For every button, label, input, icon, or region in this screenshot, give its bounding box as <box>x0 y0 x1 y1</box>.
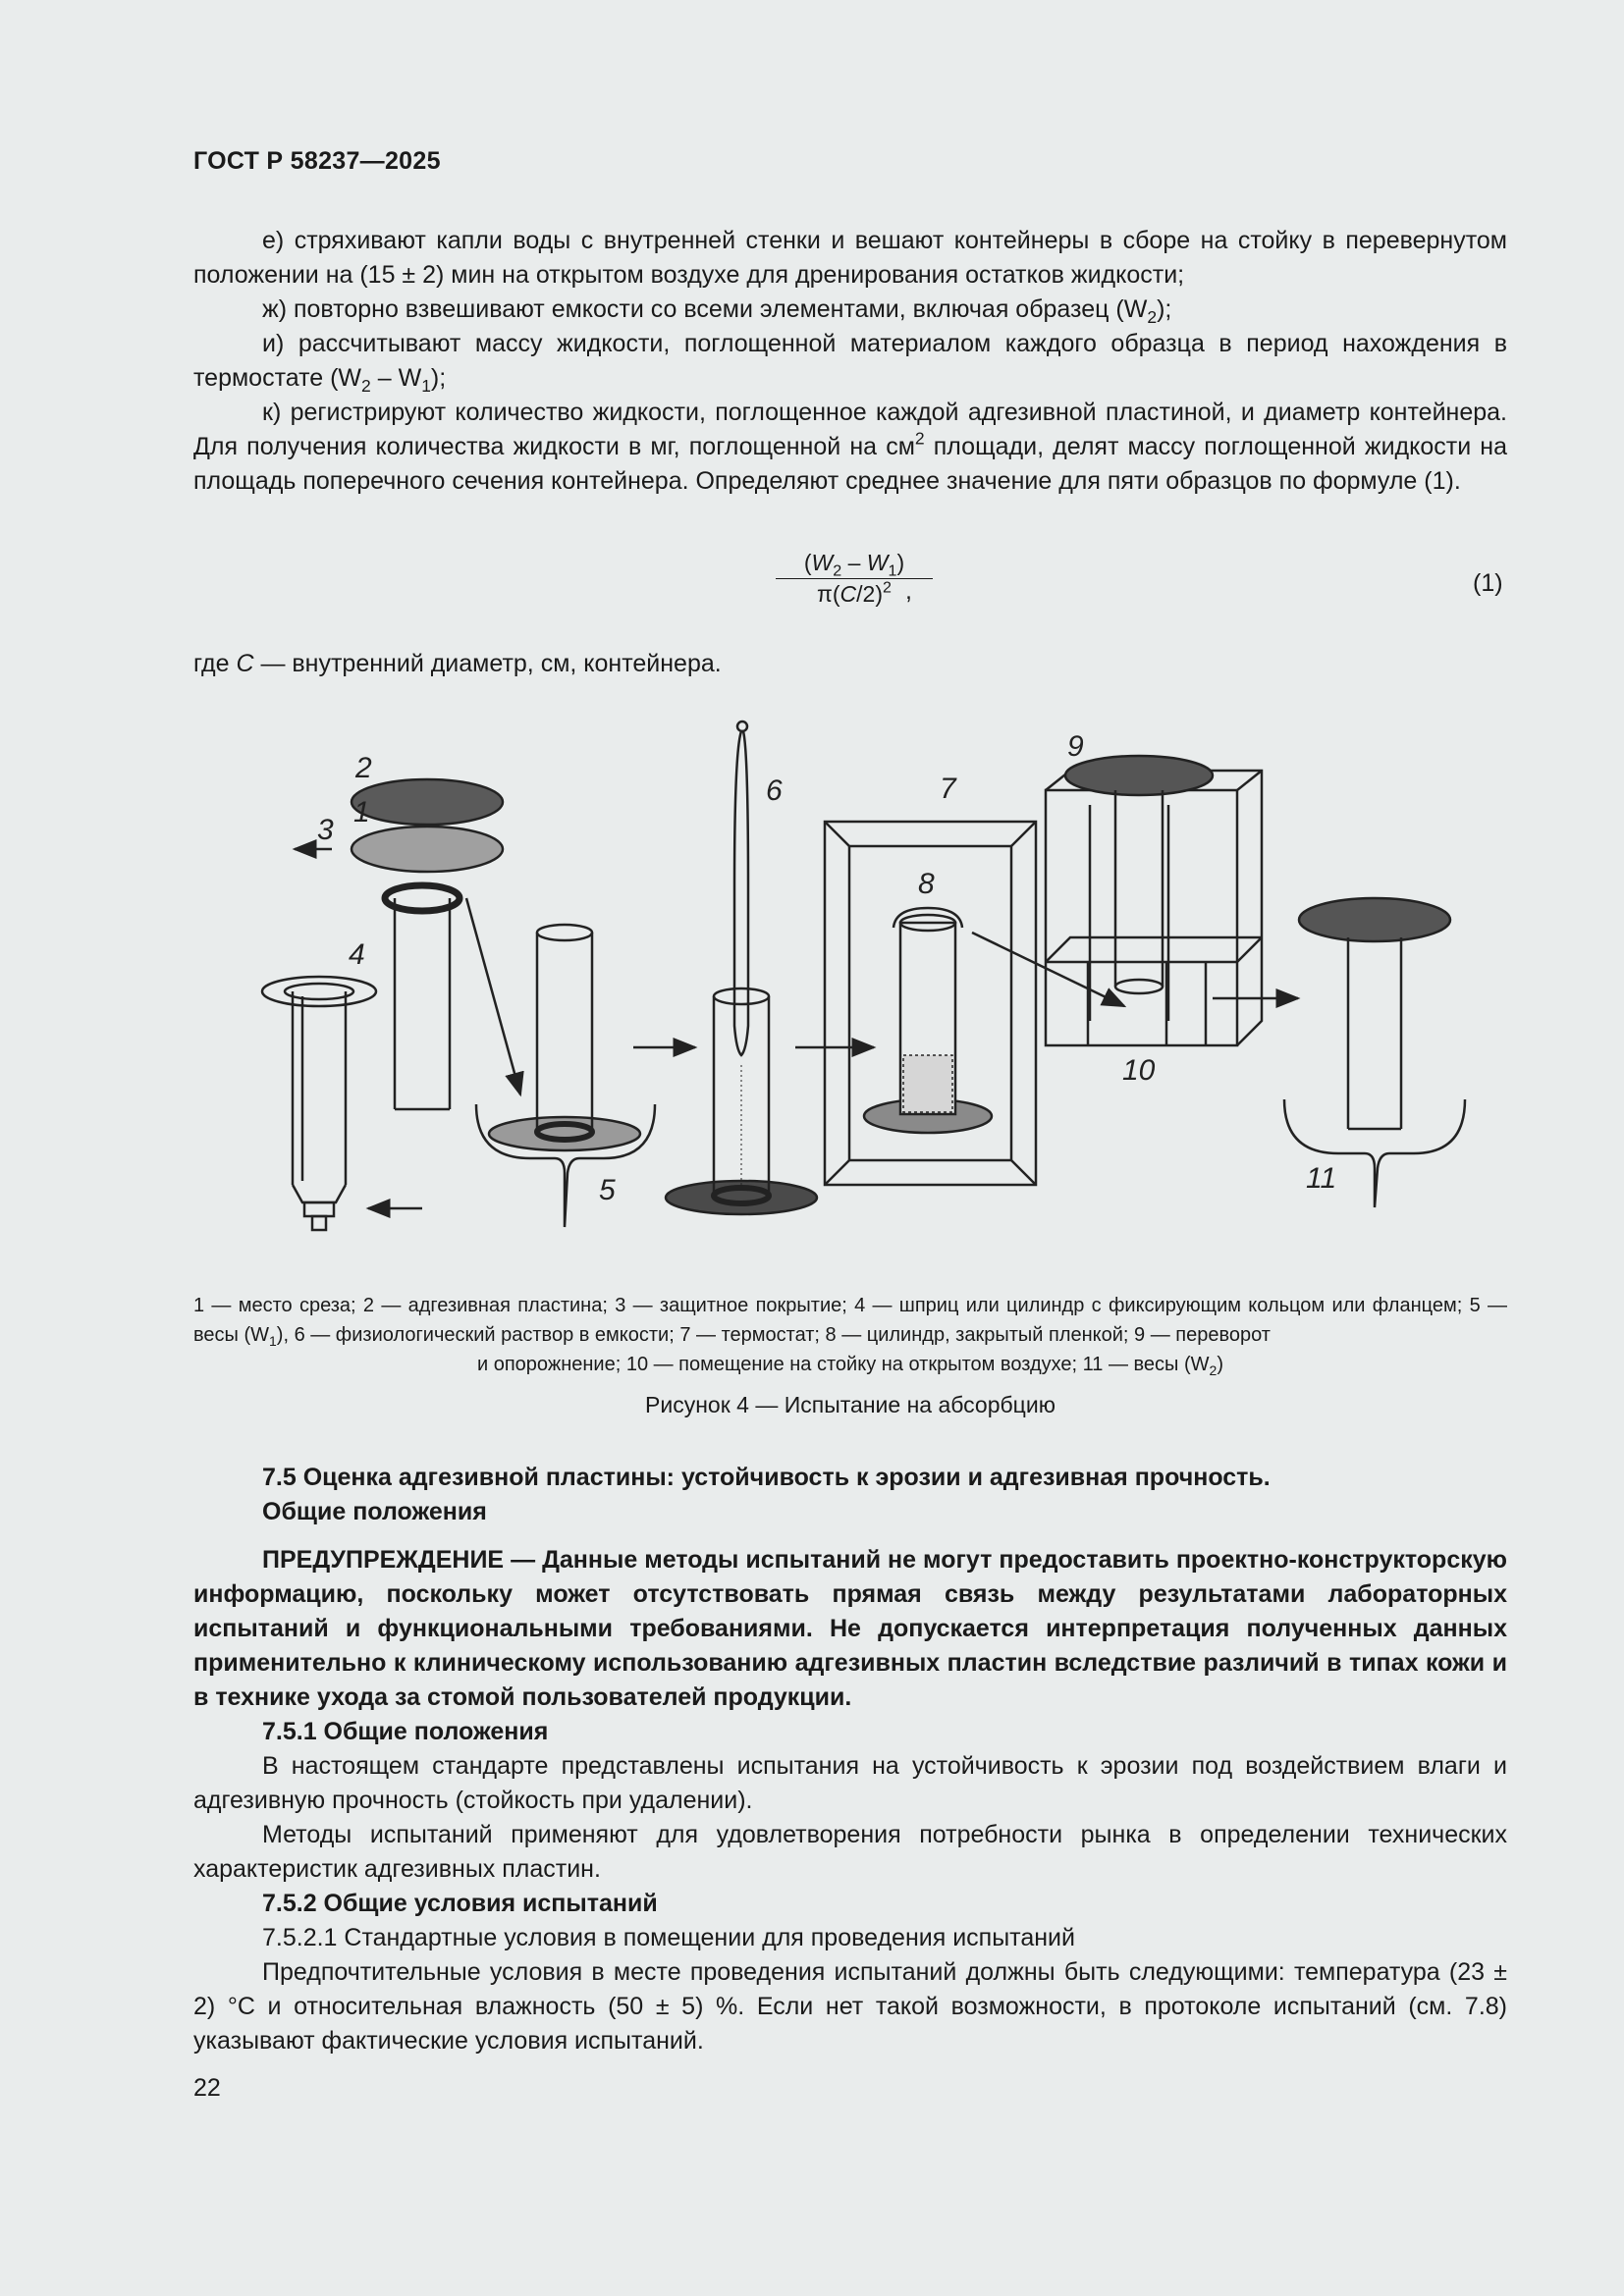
formula-denominator: $\pi(C/2)^2$ <box>817 578 892 607</box>
figure-drawing <box>226 712 1502 1261</box>
paragraph-k: к) регистрируют количество жидкости, поглощенное каждой адгезивной пластиной, и диаметр контейнера. Для получения количества жидкости в мг, поглощенной на $см^2$ площади, делят массу поглощенной жидкости на площадь поперечного сечения контейнера. Определяют среднее значение для пяти образцов по формуле (1). <box>193 399 1507 495</box>
pipette <box>734 731 748 1055</box>
protective-cover <box>352 827 503 872</box>
figure-absorption-test <box>226 712 1502 1261</box>
figure-label-5: 5 <box>599 1174 616 1206</box>
drying-rack <box>1046 771 1262 1045</box>
figure-label-1: 1 <box>353 796 370 828</box>
intro-block <box>193 224 1507 499</box>
formula-numerator: $(W_2 - W_1)$ <box>776 550 933 579</box>
figure-label-2: 2 <box>355 752 372 784</box>
figure-label-9: 9 <box>1067 730 1084 763</box>
figure-legend: 1 — место среза; 2 — адгезивная пластина; 3 — защитное покрытие; 4 — шприц или цилиндр с фиксирующим кольцом или фланцем; 5 — весы $(W_1)$, 6 — физиологический раствор в емкости; 7 — термостат; 8 — цилиндр, закрытый пленкой; 9 — переворот и опорожнение; 10 — помещение на стойку на открытом воздухе; 11 — весы $(W_2)$ <box>193 1295 1507 1378</box>
figure-label-4: 4 <box>349 938 365 971</box>
paragraph-7-5-1-b: Методы испытаний применяют для удовлетворения потребности рынка в определении технических характеристик адгезивных пластин. <box>193 1821 1507 1883</box>
where-clause: где C — внутренний диаметр, см, контейнера. <box>193 650 722 677</box>
figure-label-3: 3 <box>317 814 334 846</box>
page-number: 22 <box>193 2074 221 2102</box>
figure-title: Рисунок 4 — Испытание на абсорбцию <box>645 1392 1056 1417</box>
figure-label-7: 7 <box>940 773 956 805</box>
adhesive-plate <box>352 779 503 825</box>
formula-comma: , <box>905 577 912 605</box>
heading-7-5: 7.5 Оценка адгезивной пластины: устойчивость к эрозии и адгезивная прочность. <box>262 1464 1271 1491</box>
heading-7-5-2-1: 7.5.2.1 Стандартные условия в помещении для проведения испытаний <box>262 1924 1075 1951</box>
heading-7-5-2: 7.5.2 Общие условия испытаний <box>262 1890 658 1917</box>
equation-number: (1) <box>1473 569 1503 597</box>
paragraph-7-5-1-a: В настоящем стандарте представлены испытания на устойчивость к эрозии под воздействием влаги и адгезивную прочность (стойкость при удалении). <box>193 1752 1507 1814</box>
section-7-5 <box>193 1461 1507 2058</box>
inverted-cylinder-plate <box>1299 898 1450 941</box>
warning-paragraph: ПРЕДУПРЕЖДЕНИЕ — Данные методы испытаний не могут предоставить проектно-конструкторскую информацию, поскольку может отсутствовать прямая связь между результатами лабораторных испытаний и функциональными требованиями. Не допускается интерпретация полученных данных применительно к клиническому использованию адгезивных пластин вследствие различий в типах кожи и в технике ухода за стомой пользователей продукции. <box>193 1546 1507 1711</box>
paragraph-zh: ж) повторно взвешивают емкости со всеми элементами, включая образец $(W_2)$; <box>262 295 1172 328</box>
paragraph-7-5-2-1: Предпочтительные условия в месте проведения испытаний должны быть следующими: температура (23 ± 2) °C и относительная влажность (50 ± 5) %. Если нет такой возможности, в протоколе испытаний (см. 7.8) указывают фактические условия испытаний. <box>193 1958 1507 2055</box>
figure-label-11: 11 <box>1306 1162 1337 1195</box>
figure-label-8: 8 <box>918 868 935 900</box>
document-header: ГОСТ Р 58237—2025 <box>193 147 441 175</box>
heading-7-5-1: 7.5.1 Общие положения <box>262 1718 549 1745</box>
heading-7-5-cont: Общие положения <box>262 1498 487 1525</box>
syringe-flange <box>262 977 376 1006</box>
figure-label-10: 10 <box>1122 1054 1156 1087</box>
paragraph-i: и) рассчитывают массу жидкости, поглощенной материалом каждого образца в период нахождения в термостате $(W_2 - W_1)$; <box>193 330 1507 397</box>
inverted-plate <box>1065 756 1213 795</box>
paragraph-e: е) стряхивают капли воды с внутренней стенки и вешают контейнеры в сборе на стойку в перевернутом положении на (15 ± 2) мин на открытом воздухе для дренирования остатков жидкости; <box>193 227 1507 289</box>
figure-label-6: 6 <box>766 774 783 807</box>
